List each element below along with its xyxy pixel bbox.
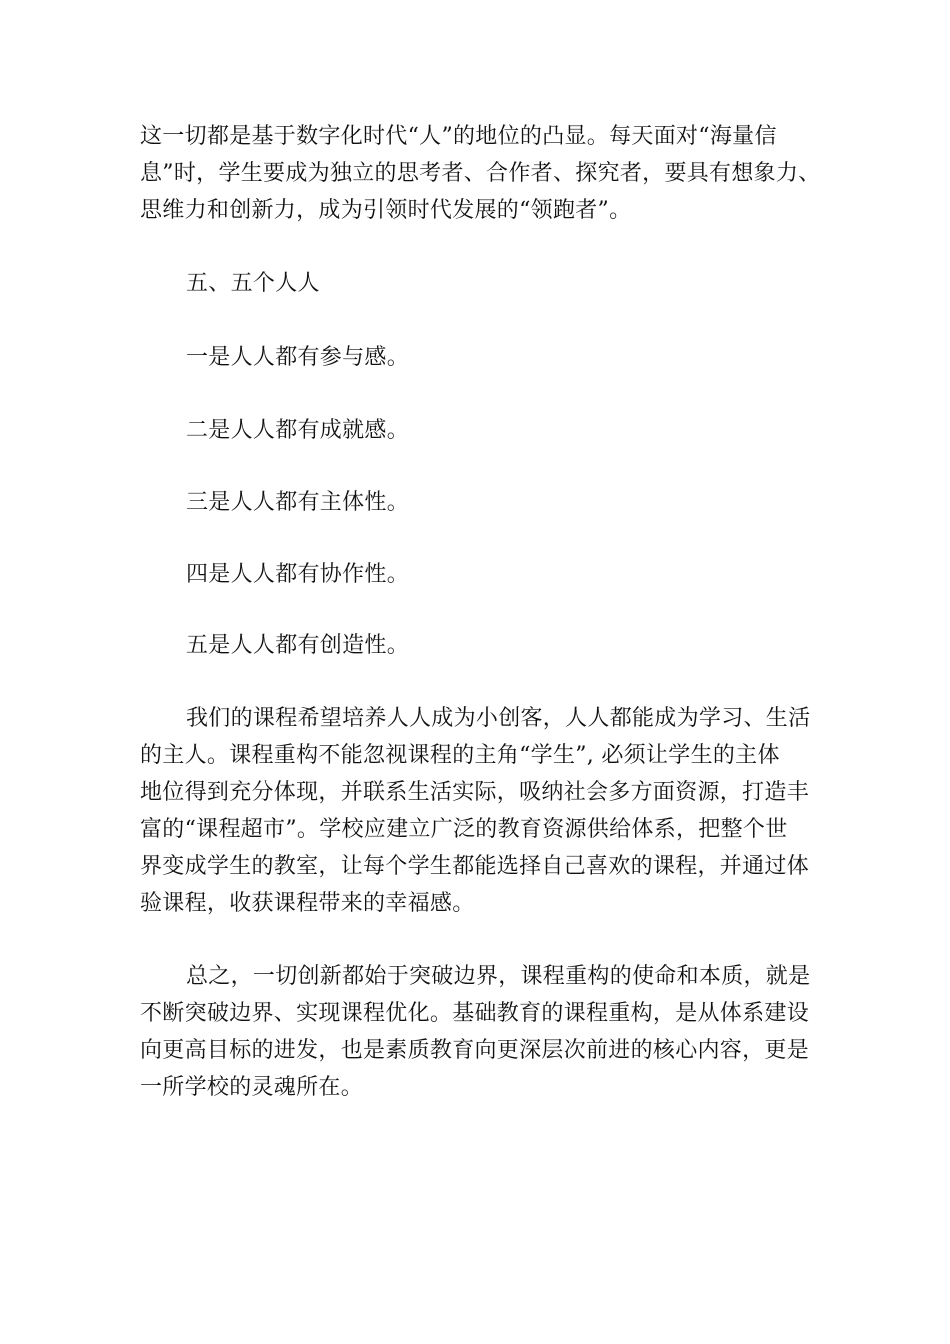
paragraph-line: 我们的课程希望培养人人成为小创客，人人都能成为学习、生活 <box>186 706 811 731</box>
paragraph-line: 总之，一切创新都始于突破边界，课程重构的使命和本质，就是 <box>186 964 811 989</box>
body-paragraph <box>140 700 830 922</box>
list-item: 四是人人都有协作性。 <box>186 562 410 587</box>
paragraph-line: 不断突破边界、实现课程优化。基础教育的课程重构，是从体系建设 <box>140 1001 810 1026</box>
paragraph-line: 向更高目标的进发，也是素质教育向更深层次前进的核心内容，更是 <box>140 1038 810 1063</box>
conclusion-paragraph <box>140 958 830 1106</box>
paragraph-line: 息”时，学生要成为独立的思考者、合作者、探究者，要具有想象力、 <box>140 161 821 186</box>
paragraph-line: 的主人。课程重构不能忽视课程的主角“学生”, 必须让学生的主体 <box>140 743 780 768</box>
paragraph-line: 一所学校的灵魂所在。 <box>140 1075 364 1100</box>
paragraph-line: 界变成学生的教室，让每个学生都能选择自己喜欢的课程，并通过体 <box>140 854 810 879</box>
paragraph-line: 地位得到充分体现，并联系生活实际，吸纳社会多方面资源，打造丰 <box>140 780 810 805</box>
paragraph-line: 思维力和创新力，成为引领时代发展的“领跑者”。 <box>140 198 632 223</box>
list-item: 五是人人都有创造性。 <box>186 633 410 658</box>
intro-paragraph <box>140 118 830 229</box>
paragraph-line: 验课程，收获课程带来的幸福感。 <box>140 891 475 916</box>
list-item: 二是人人都有成就感。 <box>186 418 410 443</box>
paragraph-line: 富的“课程超市”。学校应建立广泛的教育资源供给体系，把整个世 <box>140 817 788 842</box>
list-item: 三是人人都有主体性。 <box>186 490 410 515</box>
section-heading: 五、五个人人 <box>186 271 320 296</box>
paragraph-line: 这一切都是基于数字化时代“人”的地位的凸显。每天面对“海量信 <box>140 124 777 149</box>
list-item: 一是人人都有参与感。 <box>186 345 410 370</box>
